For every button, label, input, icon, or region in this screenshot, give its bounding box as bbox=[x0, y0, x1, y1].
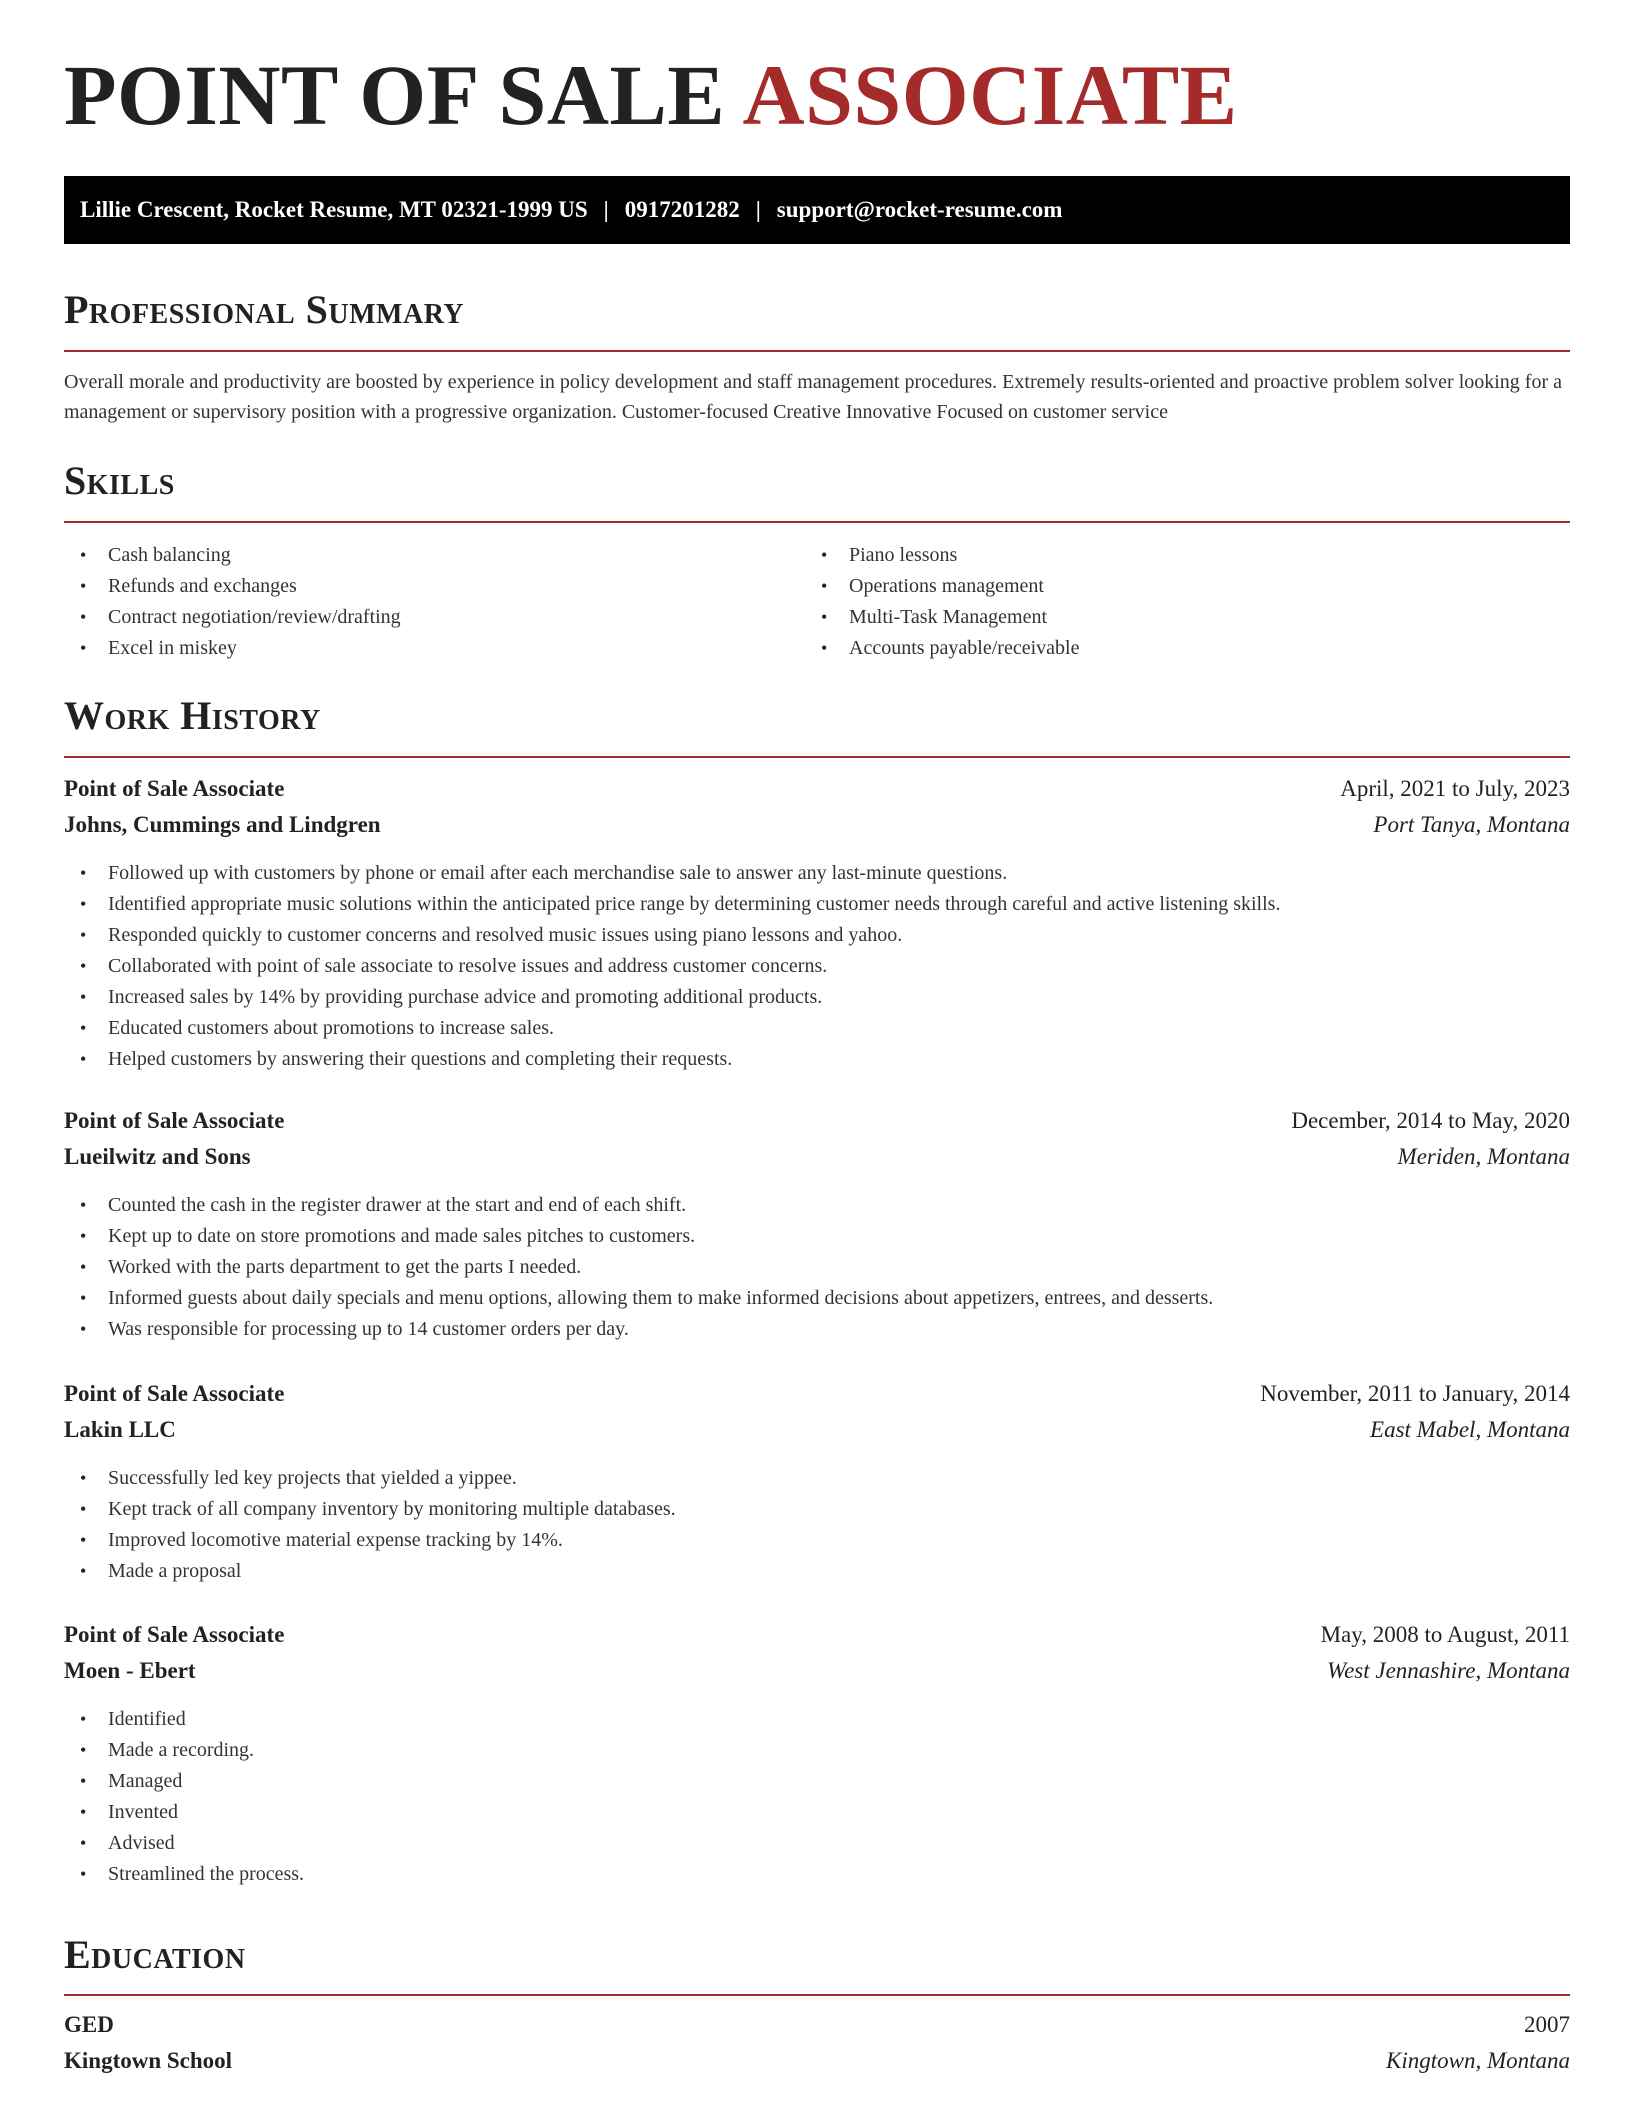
skill-item: • Piano lessons bbox=[805, 540, 1505, 571]
job-entry bbox=[64, 776, 1570, 1075]
section-heading-skills: Skills bbox=[64, 458, 175, 503]
section-divider bbox=[64, 756, 1570, 758]
title-primary: POINT OF SALE bbox=[64, 47, 726, 143]
skill-item: • Accounts payable/receivable bbox=[805, 633, 1505, 664]
skill-item: • Excel in miskey bbox=[64, 633, 764, 664]
contact-phone: 0917201282 bbox=[624, 197, 740, 222]
job-bullet: • Responded quickly to customer concerns and resolved music issues using piano lessons and yahoo. bbox=[64, 920, 1570, 951]
job-bullet: • Increased sales by 14% by providing purchase advice and promoting additional products. bbox=[64, 982, 1570, 1013]
job-title: Point of Sale Associate bbox=[64, 1622, 285, 1647]
job-dates: November, 2011 to January, 2014 bbox=[1260, 1381, 1570, 1406]
skill-item: • Multi-Task Management bbox=[805, 602, 1505, 633]
job-bullet: • Informed guests about daily specials and menu options, allowing them to make informed decisions about appetizers, entrees, and desserts. bbox=[64, 1283, 1570, 1314]
education-school: Kingtown School bbox=[64, 2048, 233, 2073]
job-title: Point of Sale Associate bbox=[64, 1108, 285, 1133]
job-company: Lueilwitz and Sons bbox=[64, 1144, 251, 1169]
job-company: Lakin LLC bbox=[64, 1417, 176, 1442]
resume-title bbox=[64, 47, 1238, 143]
job-bullets bbox=[64, 1190, 1570, 1345]
job-bullet: • Followed up with customers by phone or email after each merchandise sale to answer any last-minute questions. bbox=[64, 858, 1570, 889]
job-bullet: • Invented bbox=[64, 1797, 1570, 1828]
job-bullet: • Collaborated with point of sale associate to resolve issues and address customer concerns. bbox=[64, 951, 1570, 982]
skill-item: • Cash balancing bbox=[64, 540, 764, 571]
education-entry bbox=[64, 2012, 1570, 2084]
education-section bbox=[64, 1932, 1570, 1977]
education-year: 2007 bbox=[1524, 2012, 1570, 2037]
education-degree: GED bbox=[64, 2012, 114, 2037]
job-bullet: • Improved locomotive material expense tracking by 14%. bbox=[64, 1525, 1570, 1556]
job-bullet: • Made a proposal bbox=[64, 1556, 1570, 1587]
job-location: West Jennashire, Montana bbox=[1327, 1658, 1570, 1683]
title-accent: ASSOCIATE bbox=[742, 47, 1238, 143]
work-history-section bbox=[64, 693, 1570, 738]
job-bullet: • Advised bbox=[64, 1828, 1570, 1859]
job-bullet: • Managed bbox=[64, 1766, 1570, 1797]
contact-bar bbox=[64, 176, 1570, 244]
skills-list-right bbox=[805, 540, 1505, 664]
job-bullet: • Helped customers by answering their questions and completing their requests. bbox=[64, 1044, 1570, 1075]
job-bullet: • Was responsible for processing up to 14 customer orders per day. bbox=[64, 1314, 1570, 1345]
job-bullet: • Identified bbox=[64, 1704, 1570, 1735]
job-bullets bbox=[64, 1704, 1570, 1890]
job-dates: May, 2008 to August, 2011 bbox=[1320, 1622, 1570, 1647]
job-title: Point of Sale Associate bbox=[64, 1381, 285, 1406]
education-location: Kingtown, Montana bbox=[1385, 2048, 1570, 2073]
contact-email: support@rocket-resume.com bbox=[776, 197, 1063, 222]
skill-item: • Operations management bbox=[805, 571, 1505, 602]
job-bullet: • Educated customers about promotions to increase sales. bbox=[64, 1013, 1570, 1044]
job-bullet: • Counted the cash in the register drawer at the start and end of each shift. bbox=[64, 1190, 1570, 1221]
job-location: East Mabel, Montana bbox=[1370, 1417, 1570, 1442]
job-location: Port Tanya, Montana bbox=[1373, 812, 1570, 837]
summary-text: Overall morale and productivity are boosted by experience in policy development and staff management procedures. Extremely results-oriented and proactive problem solver looking for a management or supervisory position with a progressive organization. Customer-focused Creative Innovative Focused on customer service bbox=[64, 371, 1563, 423]
contact-separator: | bbox=[755, 197, 761, 222]
job-bullet: • Successfully led key projects that yielded a yippee. bbox=[64, 1463, 1570, 1494]
section-divider bbox=[64, 350, 1570, 352]
job-bullet: • Made a recording. bbox=[64, 1735, 1570, 1766]
job-entry bbox=[64, 1622, 1570, 1890]
section-heading-education: Education bbox=[64, 1932, 246, 1977]
job-title: Point of Sale Associate bbox=[64, 776, 285, 801]
job-location: Meriden, Montana bbox=[1397, 1144, 1570, 1169]
skills-list-left bbox=[64, 540, 764, 664]
contact-separator: | bbox=[603, 197, 609, 222]
section-heading-summary: Professional Summary bbox=[64, 287, 465, 332]
section-divider bbox=[64, 521, 1570, 523]
skill-item: • Contract negotiation/review/drafting bbox=[64, 602, 764, 633]
contact-address: Lillie Crescent, Rocket Resume, MT 02321-1999 US bbox=[80, 197, 588, 222]
job-dates: December, 2014 to May, 2020 bbox=[1291, 1108, 1570, 1133]
job-bullet: • Kept up to date on store promotions and made sales pitches to customers. bbox=[64, 1221, 1570, 1252]
job-bullet: • Kept track of all company inventory by monitoring multiple databases. bbox=[64, 1494, 1570, 1525]
summary-section bbox=[64, 287, 1570, 332]
section-divider bbox=[64, 1994, 1570, 1996]
job-bullet: • Worked with the parts department to get the parts I needed. bbox=[64, 1252, 1570, 1283]
job-entry bbox=[64, 1381, 1570, 1587]
job-bullet: • Streamlined the process. bbox=[64, 1859, 1570, 1890]
skill-item: • Refunds and exchanges bbox=[64, 571, 764, 602]
job-bullet: • Identified appropriate music solutions within the anticipated price range by determining customer needs through careful and active listening skills. bbox=[64, 889, 1570, 920]
job-dates: April, 2021 to July, 2023 bbox=[1340, 776, 1570, 801]
job-company: Johns, Cummings and Lindgren bbox=[64, 812, 381, 837]
job-entry bbox=[64, 1108, 1570, 1345]
job-bullets bbox=[64, 1463, 1570, 1587]
skills-section bbox=[64, 458, 1570, 503]
job-bullets bbox=[64, 858, 1570, 1075]
section-heading-work: Work History bbox=[64, 693, 321, 738]
job-company: Moen - Ebert bbox=[64, 1658, 196, 1683]
